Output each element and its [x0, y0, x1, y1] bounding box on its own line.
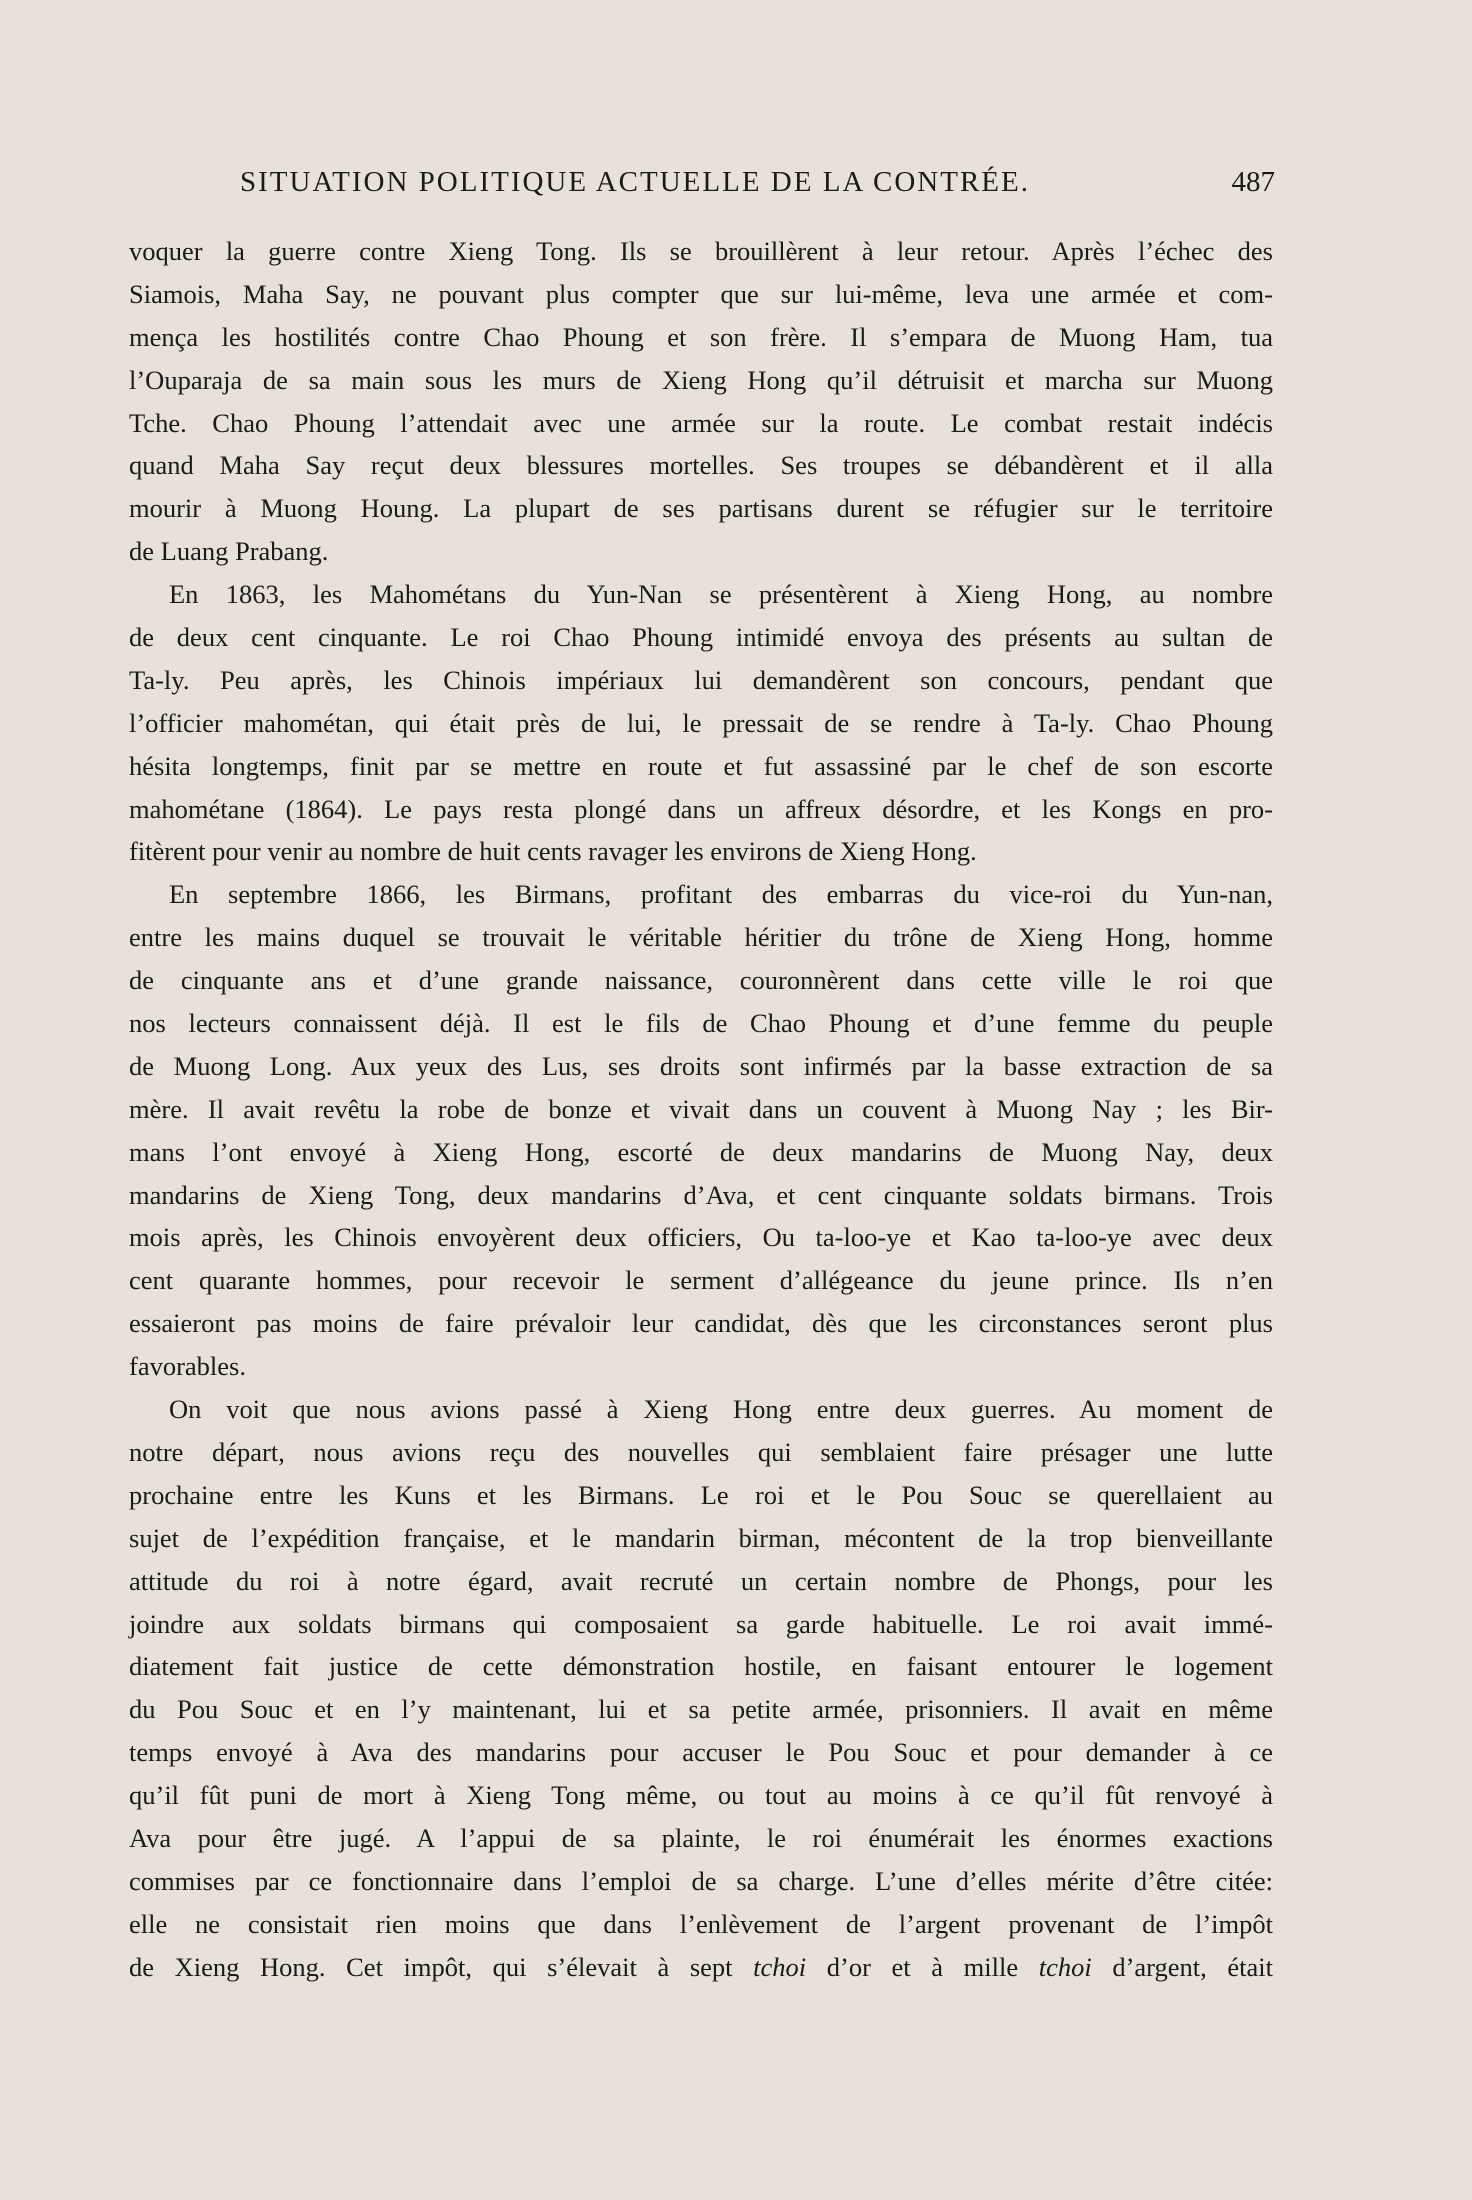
running-header	[240, 166, 1275, 210]
page-number: 487	[1231, 166, 1275, 198]
text-segment: d’argent, était	[1091, 1951, 1274, 1982]
body-text	[129, 230, 1273, 1989]
text-line: fitèrent pour venir au nombre de huit cents ravager les environs de Xieng Hong.	[129, 836, 977, 867]
text-line: de deux cent cinquante. Le roi Chao Phoung intimidé envoya des présents au sultan de	[129, 622, 1273, 653]
text-line: de Luang Prabang.	[129, 536, 329, 567]
text-line: nos lecteurs connaissent déjà. Il est le fils de Chao Phoung et d’une femme du peuple	[129, 1008, 1273, 1039]
text-line: Ava pour être jugé. A l’appui de sa plainte, le roi énumérait les énormes exactions	[129, 1822, 1273, 1853]
text-line: entre les mains duquel se trouvait le véritable héritier du trône de Xieng Hong, homme	[129, 922, 1273, 953]
text-line: l’officier mahométan, qui était près de lui, le pressait de se rendre à Ta-ly. Chao Phoung	[129, 707, 1273, 738]
text-line: commises par ce fonctionnaire dans l’emploi de sa charge. L’une d’elles mérite d’être citée:	[129, 1865, 1273, 1896]
text-line: essaieront pas moins de faire prévaloir leur candidat, dès que les circonstances seront plus	[129, 1308, 1273, 1339]
text-line	[129, 1946, 1273, 1989]
text-line: mahométane (1864). Le pays resta plongé dans un affreux désordre, et les Kongs en pro-	[129, 793, 1273, 824]
text-line: En 1863, les Mahométans du Yun-Nan se présentèrent à Xieng Hong, au nombre	[169, 579, 1273, 610]
text-line: mandarins de Xieng Tong, deux mandarins d’Ava, et cent cinquante soldats birmans. Trois	[129, 1179, 1273, 1210]
text-line: notre départ, nous avions reçu des nouvelles qui semblaient faire présager une lutte	[129, 1436, 1273, 1467]
text-line: mourir à Muong Houng. La plupart de ses partisans durent se réfugier sur le territoire	[129, 493, 1273, 524]
text-line: Ta-ly. Peu après, les Chinois impériaux lui demandèrent son concours, pendant que	[129, 664, 1273, 695]
text-segment: d’or et à mille	[806, 1951, 1039, 1982]
text-line: Siamois, Maha Say, ne pouvant plus compter que sur lui-même, leva une armée et com-	[129, 278, 1273, 309]
italic-term: tchoi	[753, 1951, 807, 1982]
text-line: joindre aux soldats birmans qui composaient sa garde habituelle. Le roi avait immé-	[129, 1608, 1273, 1639]
text-line: de Muong Long. Aux yeux des Lus, ses droits sont infirmés par la basse extraction de sa	[129, 1050, 1273, 1081]
text-line: cent quarante hommes, pour recevoir le serment d’allégeance du jeune prince. Ils n’en	[129, 1265, 1273, 1296]
text-line: sujet de l’expédition française, et le mandarin birman, mécontent de la trop bienveillante	[129, 1522, 1273, 1553]
text-line: favorables.	[129, 1351, 246, 1382]
text-line: On voit que nous avions passé à Xieng Hong entre deux guerres. Au moment de	[169, 1394, 1273, 1425]
text-line: mère. Il avait revêtu la robe de bonze et vivait dans un couvent à Muong Nay ; les Bir-	[129, 1093, 1273, 1124]
text-line: En septembre 1866, les Birmans, profitant des embarras du vice-roi du Yun-nan,	[169, 879, 1273, 910]
text-line: hésita longtemps, finit par se mettre en route et fut assassiné par le chef de son escorte	[129, 750, 1273, 781]
text-line: quand Maha Say reçut deux blessures mortelles. Ses troupes se débandèrent et il alla	[129, 450, 1273, 481]
text-line: de cinquante ans et d’une grande naissance, couronnèrent dans cette ville le roi que	[129, 965, 1273, 996]
text-line: elle ne consistait rien moins que dans l’enlèvement de l’argent provenant de l’impôt	[129, 1908, 1273, 1939]
text-line: du Pou Souc et en l’y maintenant, lui et sa petite armée, prisonniers. Il avait en même	[129, 1694, 1273, 1725]
text-line: Tche. Chao Phoung l’attendait avec une armée sur la route. Le combat restait indécis	[129, 407, 1273, 438]
text-line: l’Ouparaja de sa main sous les murs de Xieng Hong qu’il détruisit et marcha sur Muong	[129, 364, 1273, 395]
text-segment: de Xieng Hong. Cet impôt, qui s’élevait à sept	[129, 1951, 754, 1982]
text-line: diatement fait justice de cette démonstration hostile, en faisant entourer le logement	[129, 1651, 1273, 1682]
text-line: attitude du roi à notre égard, avait recruté un certain nombre de Phongs, pour les	[129, 1565, 1273, 1596]
text-line: mois après, les Chinois envoyèrent deux officiers, Ou ta-loo-ye et Kao ta-loo-ye avec deux	[129, 1222, 1273, 1253]
text-line: voquer la guerre contre Xieng Tong. Ils se brouillèrent à leur retour. Après l’échec des	[129, 236, 1273, 266]
text-line: prochaine entre les Kuns et les Birmans. Le roi et le Pou Souc se querellaient au	[129, 1479, 1273, 1510]
text-line: qu’il fût puni de mort à Xieng Tong même, ou tout au moins à ce qu’il fût renvoyé à	[129, 1780, 1273, 1811]
text-line: mans l’ont envoyé à Xieng Hong, escorté de deux mandarins de Muong Nay, deux	[129, 1136, 1273, 1167]
text-line: mença les hostilités contre Chao Phoung et son frère. Il s’empara de Muong Ham, tua	[129, 321, 1273, 352]
italic-term: tchoi	[1038, 1951, 1092, 1982]
running-title: SITUATION POLITIQUE ACTUELLE DE LA CONTRÉE.	[240, 166, 1030, 198]
text-line: temps envoyé à Ava des mandarins pour accuser le Pou Souc et pour demander à ce	[129, 1737, 1273, 1768]
